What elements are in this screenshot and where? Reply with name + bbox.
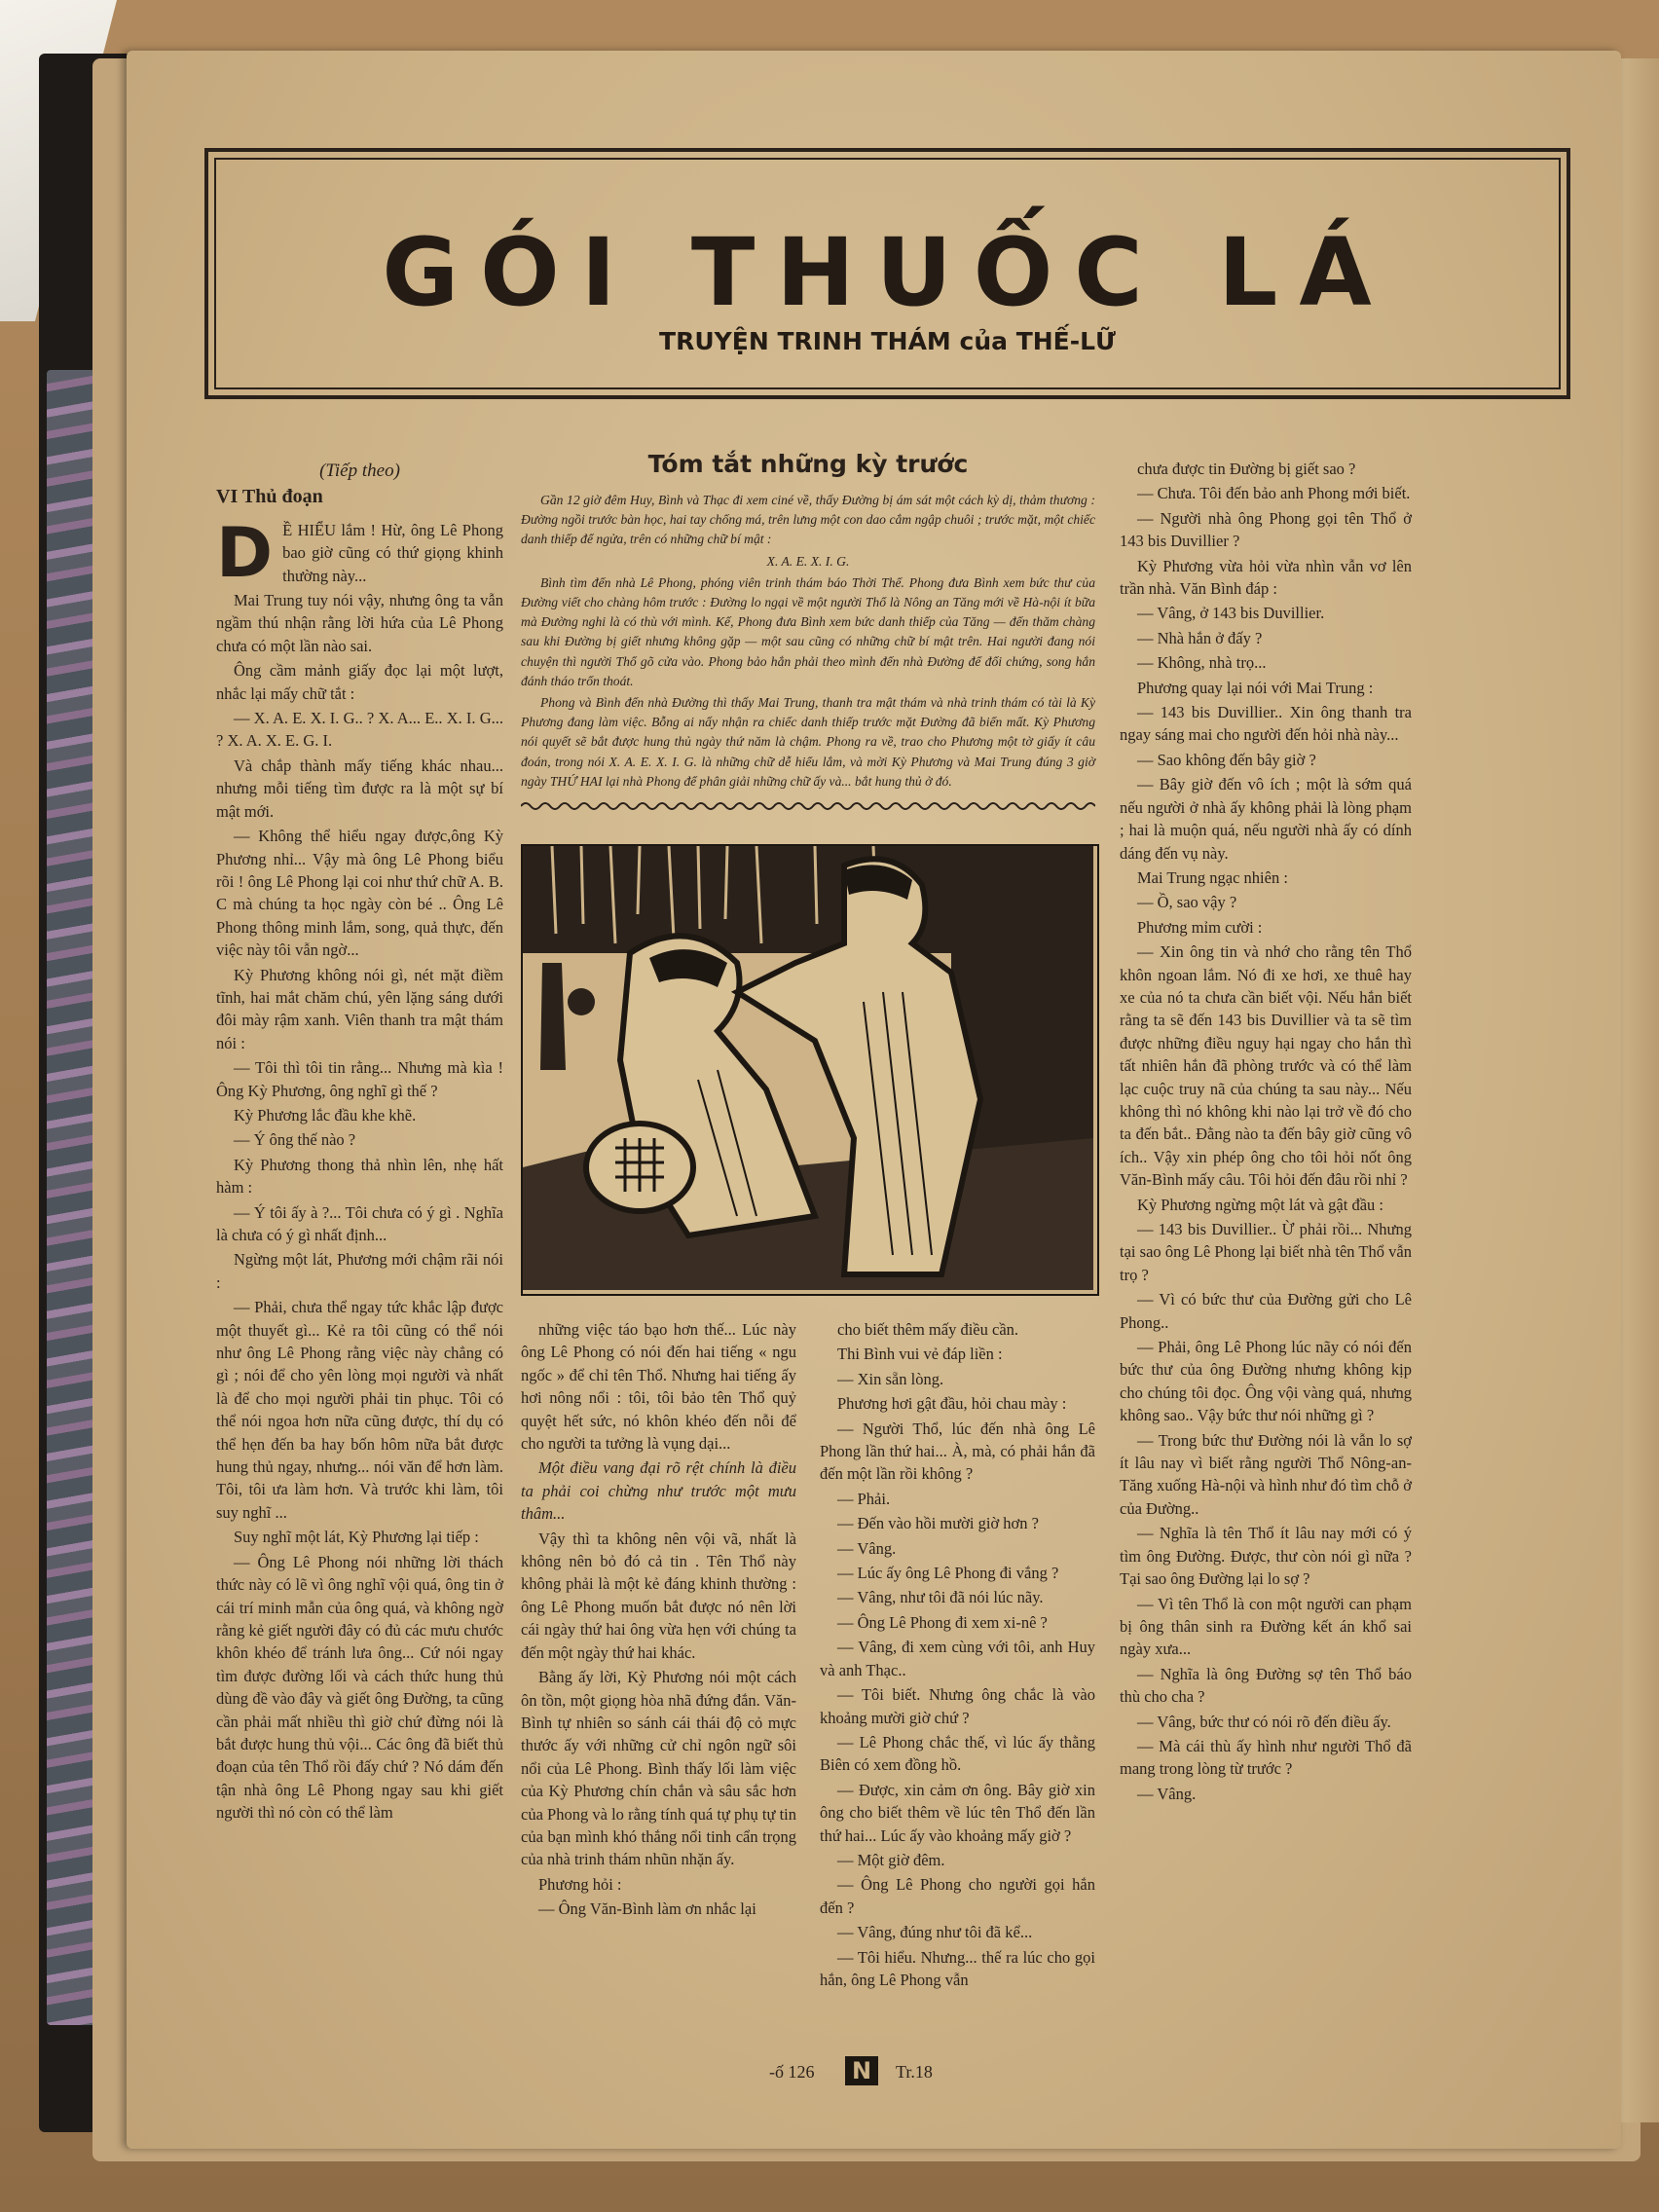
- body-paragraph: — 143 bis Duvillier.. Xin ông thanh tra ngay sáng mai cho người đến hỏi nhà này...: [1120, 703, 1412, 745]
- body-paragraph: Mai Trung tuy nói vậy, nhưng ông ta vẫn ngầm thú nhận rằng lời hứa của Lê Phong chưa có một lần nào sai.: [216, 591, 503, 655]
- body-paragraph: — Tôi biết. Nhưng ông chắc là vào khoảng mười giờ chứ ?: [820, 1685, 1095, 1727]
- body-paragraph: — Người nhà ông Phong gọi tên Thổ ở 143 bis Duvillier ?: [1120, 508, 1412, 551]
- body-paragraph: Mai Trung ngạc nhiên :: [1137, 867, 1288, 887]
- body-paragraph: — Ồ, sao vậy ?: [1137, 893, 1237, 912]
- body-paragraph: — Người Thổ, lúc đến nhà ông Lê Phong lần thứ hai... À, mà, có phải hắn đã đến một lần rồi không ?: [820, 1419, 1095, 1484]
- summary-paragraph: Gần 12 giờ đêm Huy, Bình và Thạc đi xem ciné về, thấy Đường bị ám sát một cách kỳ dị, thảm thương : Đường ngồi trước bàn học, hai tay chống má, trên lưng một con dao cắm ngập chuôi ; trước mặt, một chiếc danh thiếp để ngửa, trên có những chữ bí mật :: [521, 493, 1095, 547]
- body-paragraph: Một điều vang đại rõ rệt chính là điều ta phải coi chừng như trước một mưu thâm...: [521, 1458, 796, 1524]
- wavy-divider: [521, 800, 1095, 812]
- body-paragraph: những việc táo bạo hơn thế... Lúc này ông Lê Phong có nói đến hai tiếng « ngu ngốc » để chỉ tên Thổ. Nhưng hai tiếng ấy hơi nông nổi : tôi, tôi bảo tên Thổ quỷ quyệt hết sức, nó khôn khéo đến nỗi để cho người ta tưởng là vụng dại...: [521, 1320, 796, 1454]
- story-title: GÓI THUỐC LÁ: [382, 218, 1393, 327]
- body-paragraph: Phương quay lại nói với Mai Trung :: [1137, 678, 1374, 697]
- opening-text: Ề HIỂU lắm ! Hừ, ông Lê Phong bao giờ cũng có thứ giọng khinh thường này...: [282, 520, 503, 585]
- summary-paragraph: Phong và Bình đến nhà Đường thì thấy Mai Trung, thanh tra mật thám và nhà trinh thám có tài là Kỳ Phương đang làm việc. Bỗng ai nấy nhận ra chiếc danh thiếp trước mặt Đường đã biến mất. Kỳ Phương nói quyết sẽ bắt được hung thủ ngày thứ năm là chậm. Phong ra về, trao cho Phương một tờ giấy ít câu đoán, trong nói X. A. E. X. I. G. là những chữ dễ hiểu lắm, và mời Kỳ Phương và Mai Trung đúng 3 giờ ngày THỨ HAI lại nhà Phong để phân giải những chữ ấy và... bắt hung thủ ở đó.: [521, 695, 1095, 789]
- body-paragraph: — Không, nhà trọ...: [1137, 653, 1267, 673]
- title-box: [204, 148, 1570, 399]
- summary-box: [521, 491, 1095, 793]
- opening-paragraph: [216, 512, 503, 593]
- chapter-heading: VI Thủ đoạn: [216, 486, 323, 508]
- body-paragraph: — Nghĩa là tên Thổ ít lâu nay mới có ý tìm ông Đường. Được, thư còn nói gì nữa ? Tại sao ông Đường lại lo sợ ?: [1120, 1524, 1412, 1589]
- body-paragraph: — Lúc ấy ông Lê Phong đi vắng ?: [837, 1564, 1059, 1583]
- body-paragraph: Phương mỉm cười :: [1137, 917, 1263, 937]
- body-paragraph: — Ông Lê Phong nói những lời thách thức này có lẽ vì ông nghĩ vội quá, ông tin ở cái trí minh mẫn của ông quá, và không ngờ rằng kẻ giết người đây có đủ các mưu chước khôn khéo để tránh lưa ông... Cứ nói ngay tìm được đường lối và cách thức hung thủ dùng đề vào đây và giết ông Đường, ta cũng cần phải mất nhiều thì giờ chứ đừng nói là bắt được hung thủ vội... Các ông đã biết thủ đoạn của tên Thổ rồi đấy chứ ? Nó dám đến tận nhà ông Lê Phong ngay sau khi giết người thì nó còn có thể làm: [216, 1552, 503, 1823]
- body-paragraph: — Được, xin cảm ơn ông. Bây giờ xin ông cho biết thêm về lúc tên Thổ đến lần thứ hai... Lúc ấy vào khoảng mấy giờ ?: [820, 1780, 1095, 1845]
- body-paragraph: — Bây giờ đến vô ích ; một là sớm quá nếu người ở nhà ấy không phải là lòng phạm ; hai là muộn quá, nếu người nhà ấy có dính dáng đến vụ này.: [1120, 775, 1412, 863]
- body-paragraph: Kỳ Phương thong thả nhìn lên, nhẹ hất hàm :: [216, 1155, 503, 1198]
- body-paragraph: — Tôi hiểu. Nhưng... thế ra lúc cho gọi hắn, ông Lê Phong vẫn: [820, 1947, 1095, 1989]
- magazine-logo: N: [845, 2056, 878, 2085]
- body-paragraph: — Phải, chưa thể ngay tức khắc lập được một thuyết gì... Kẻ ra tôi cũng có thể nói như ông Lê Phong rằng việc này chẳng có gì ; nói để cho yên lòng mọi người và nhất là để cho mọi người phải tin phục. Tôi có thể nói ngoa hơn nữa cũng được, thí dụ có thể hẹn đến ba hay bốn hôm nữa bắt được hung thủ ngay, nhưng... nói văn để hơn làm. Tôi, tôi ưa làm hơn. Và trước khi làm, tôi suy nghĩ ...: [216, 1298, 503, 1522]
- body-paragraph: — Lê Phong chắc thế, vì lúc ấy thằng Biên có xem đồng hồ.: [820, 1732, 1095, 1775]
- body-paragraph: — Vâng.: [1137, 1784, 1197, 1803]
- body-paragraph: — Nhà hắn ở đấy ?: [1137, 628, 1263, 647]
- body-paragraph: Phương hỏi :: [538, 1874, 622, 1894]
- body-paragraph: — Trong bức thư Đường nói là vẫn lo sợ ít lâu nay vì biết rằng người Thổ Nông-an-Tăng xuống Hà-nội và hình như đó tìm chỗ ở của Đường..: [1120, 1430, 1412, 1518]
- body-paragraph: — Phải, ông Lê Phong lúc nãy có nói đến bức thư của ông Đường nhưng không kịp cho chúng tôi đọc. Ông vội vàng quá, nhưng không sao.. Vậy bức thư nói những gì ?: [1120, 1338, 1412, 1425]
- body-paragraph: — Ông Văn-Bình làm ơn nhắc lại: [538, 1899, 756, 1919]
- body-paragraph: — Xin ông tin và nhớ cho rằng tên Thổ khôn ngoan lắm. Nó đi xe hơi, xe thuê hay xe của nó ta chưa cần biết vội. Nếu hắn biết rằng ta sẽ đến 143 bis Duvillier và ta sẽ tìm được những điều nguy hại ngay cho hắn thì tất nhiên hắn đã phòng trước và có thể làm lạc cuộc truy nã của chúng ta sau này... Nếu không thì nó không khi nào lại trở về đó cho ta đến bắt.. Đằng nào ta đến bây giờ cũng vô ích.. Vậy xin phép ông cho tôi hỏi nốt ông Văn-Bình mấy câu. Tôi hỏi đến đâu rồi nhỉ ?: [1120, 942, 1412, 1190]
- body-paragraph: Ông cầm mảnh giấy đọc lại một lượt, nhắc lại mấy chữ tắt :: [216, 661, 503, 703]
- summary-paragraph: Bình tìm đến nhà Lê Phong, phóng viên trinh thám báo Thời Thế. Phong đưa Bình xem bức thư của Đường viết cho chàng hôm trước : Đường lo ngại về một người Thổ là Nông an Tăng mới về Hà-nội ít bữa mà Đường nghi là có thù với mình. Kế, Phong đưa Bình xem bức danh thiếp của Tăng — đến thăm chàng sau khi Đường bị giết nhưng không gặp — một sau cũng có những chữ bí mật trên. Hai người đang nói chuyện thì người Thổ gõ cửa vào. Phong bảo hắn phải theo mình đến nhà Đường để đối chứng, song hắn đánh tháo trốn thoát.: [521, 574, 1095, 688]
- body-paragraph: cho biết thêm mấy điều cần.: [837, 1320, 1019, 1339]
- drop-cap: D: [216, 512, 274, 593]
- continued-label: (Tiếp theo): [319, 461, 400, 481]
- magazine-page: [127, 51, 1621, 2149]
- summary-title: Tóm tắt những kỳ trước: [647, 450, 969, 478]
- page-number: Tr.18: [896, 2062, 933, 2082]
- woodcut-illustration: [521, 844, 1099, 1296]
- body-paragraph: Kỳ Phương lắc đầu khe khẽ.: [234, 1105, 417, 1124]
- body-paragraph: — 143 bis Duvillier.. Ừ phải rồi... Nhưng tại sao ông Lê Phong lại biết nhà tên Thổ vẫn trọ ?: [1120, 1220, 1412, 1284]
- body-paragraph: — Vâng, đúng như tôi đã kể...: [837, 1923, 1033, 1942]
- body-paragraph: — Đến vào hồi mười giờ hơn ?: [837, 1514, 1039, 1533]
- body-paragraph: Kỳ Phương không nói gì, nét mặt điềm tĩnh, hai mắt chăm chú, yên lặng sáng dưới đôi mày rậm xanh. Viên thanh tra mật thám nói :: [216, 965, 503, 1052]
- body-paragraph: — Vâng, bức thư có nói rõ đến điều ấy.: [1137, 1712, 1391, 1731]
- body-paragraph: — Không thể hiểu ngay được,ông Kỳ Phương nhỉ... Vậy mà ông Lê Phong biểu rõi ! ông Lê Phong lại coi như thứ chữ A. B. C mà chúng ta học ngày còn bé .. Ông Lê Phong thông minh lắm, song, quả thực, đến việc này tôi vẫn ngờ...: [216, 827, 503, 960]
- body-paragraph: — Mà cái thù ấy hình như người Thổ đã mang trong lòng từ trước ?: [1120, 1736, 1412, 1779]
- body-paragraph: Ngừng một lát, Phương mới chậm rãi nói :: [216, 1250, 503, 1292]
- body-paragraph: — Tôi thì tôi tin rằng... Nhưng mà kìa ! Ông Kỳ Phương, ông nghĩ gì thế ?: [216, 1058, 503, 1100]
- body-paragraph: Bằng ấy lời, Kỳ Phương nói một cách ôn tồn, một giọng hòa nhã đứng đắn. Văn-Bình tự nhiên so sánh cái thái độ cỏ mực thước ấy với những cử chỉ ngôn ngữ sôi nổi của Lê Phong. Bình thấy lối làm việc của Kỳ Phương chín chắn và sâu sắc hơn của Phong và lo rằng tính quá tự phụ tự tin của bạn mình khó thắng nổi tinh cẩn trọng của nhà trinh thám nhũn nhặn ấy.: [521, 1668, 796, 1869]
- body-paragraph: — Vâng, ở 143 bis Duvillier.: [1137, 604, 1325, 623]
- body-paragraph: — Vâng.: [837, 1538, 897, 1558]
- column-1-body: [216, 589, 503, 1825]
- story-subtitle: TRUYỆN TRINH THÁM của THẾ-LỮ: [659, 327, 1116, 355]
- body-paragraph: — Vâng, như tôi đã nói lúc nãy.: [837, 1588, 1044, 1607]
- body-paragraph: — Sao không đến bây giờ ?: [1137, 750, 1316, 769]
- body-paragraph: — Một giờ đêm.: [837, 1850, 945, 1869]
- body-paragraph: — Phải.: [837, 1489, 891, 1508]
- body-paragraph: — Ý ông thế nào ?: [234, 1130, 356, 1150]
- body-paragraph: Kỳ Phương ngừng một lát và gật đầu :: [1137, 1195, 1384, 1214]
- body-paragraph: — Nghĩa là ông Đường sợ tên Thổ báo thù cho cha ?: [1120, 1664, 1412, 1707]
- column-4: [1120, 458, 1412, 1807]
- adjacent-page-edge: [1616, 58, 1659, 2122]
- body-paragraph: Và chắp thành mấy tiếng khác nhau... nhưng mỗi tiếng tìm được ra là một sự bí mật mới.: [216, 756, 503, 821]
- body-paragraph: Kỳ Phương vừa hỏi vừa nhìn vẫn vơ lên trần nhà. Văn Bình đáp :: [1120, 556, 1412, 599]
- body-paragraph: — Xin sẵn lòng.: [837, 1369, 944, 1388]
- body-paragraph: — Ông Lê Phong cho người gọi hắn đến ?: [820, 1875, 1095, 1917]
- body-paragraph: Suy nghĩ một lát, Kỳ Phương lại tiếp :: [234, 1528, 479, 1547]
- body-paragraph: — X. A. E. X. I. G.. ? X. A... E.. X. I. G... ? X. A. X. E. G. I.: [216, 709, 503, 751]
- summary-paragraph: X. A. E. X. I. G.: [766, 553, 850, 569]
- body-paragraph: — Vì tên Thổ là con một người can phạm bị ông thân sinh ra Đường kết án khổ sai ngày xưa...: [1120, 1594, 1412, 1659]
- column-2: [521, 1318, 796, 1923]
- body-paragraph: — Vì có bức thư của Đường gửi cho Lê Phong..: [1120, 1290, 1412, 1332]
- body-paragraph: chưa được tin Đường bị giết sao ?: [1137, 460, 1356, 478]
- body-paragraph: Phương hơi gật đầu, hỏi chau mày :: [837, 1394, 1067, 1414]
- fight-scene-image: [523, 846, 1093, 1290]
- body-paragraph: — Ông Lê Phong đi xem xi-nê ?: [837, 1612, 1048, 1632]
- body-paragraph: — Chưa. Tôi đến bảo anh Phong mới biết.: [1137, 484, 1411, 503]
- column-3: [820, 1318, 1095, 1993]
- body-paragraph: — Ý tôi ấy à ?... Tôi chưa có ý gì . Nghĩa là chưa có ý gì nhất định...: [216, 1202, 503, 1244]
- body-paragraph: — Vâng, đi xem cùng với tôi, anh Huy và anh Thạc..: [820, 1638, 1095, 1679]
- page-footer: [769, 2056, 1207, 2095]
- issue-number: -ố 126: [769, 2062, 815, 2082]
- body-paragraph: Thi Bình vui vẻ đáp liền :: [837, 1345, 1003, 1364]
- body-paragraph: Vậy thì ta không nên vội vã, nhất là không nên bỏ đó cả tin . Tên Thổ này không phải là một kẻ đáng khinh thường : ông Lê Phong muốn bắt được nó nên lời cái ngày thứ hai ông vừa hẹn với chúng ta đến một ngày thứ hai khác.: [521, 1529, 796, 1662]
- column-1: [216, 460, 503, 1826]
